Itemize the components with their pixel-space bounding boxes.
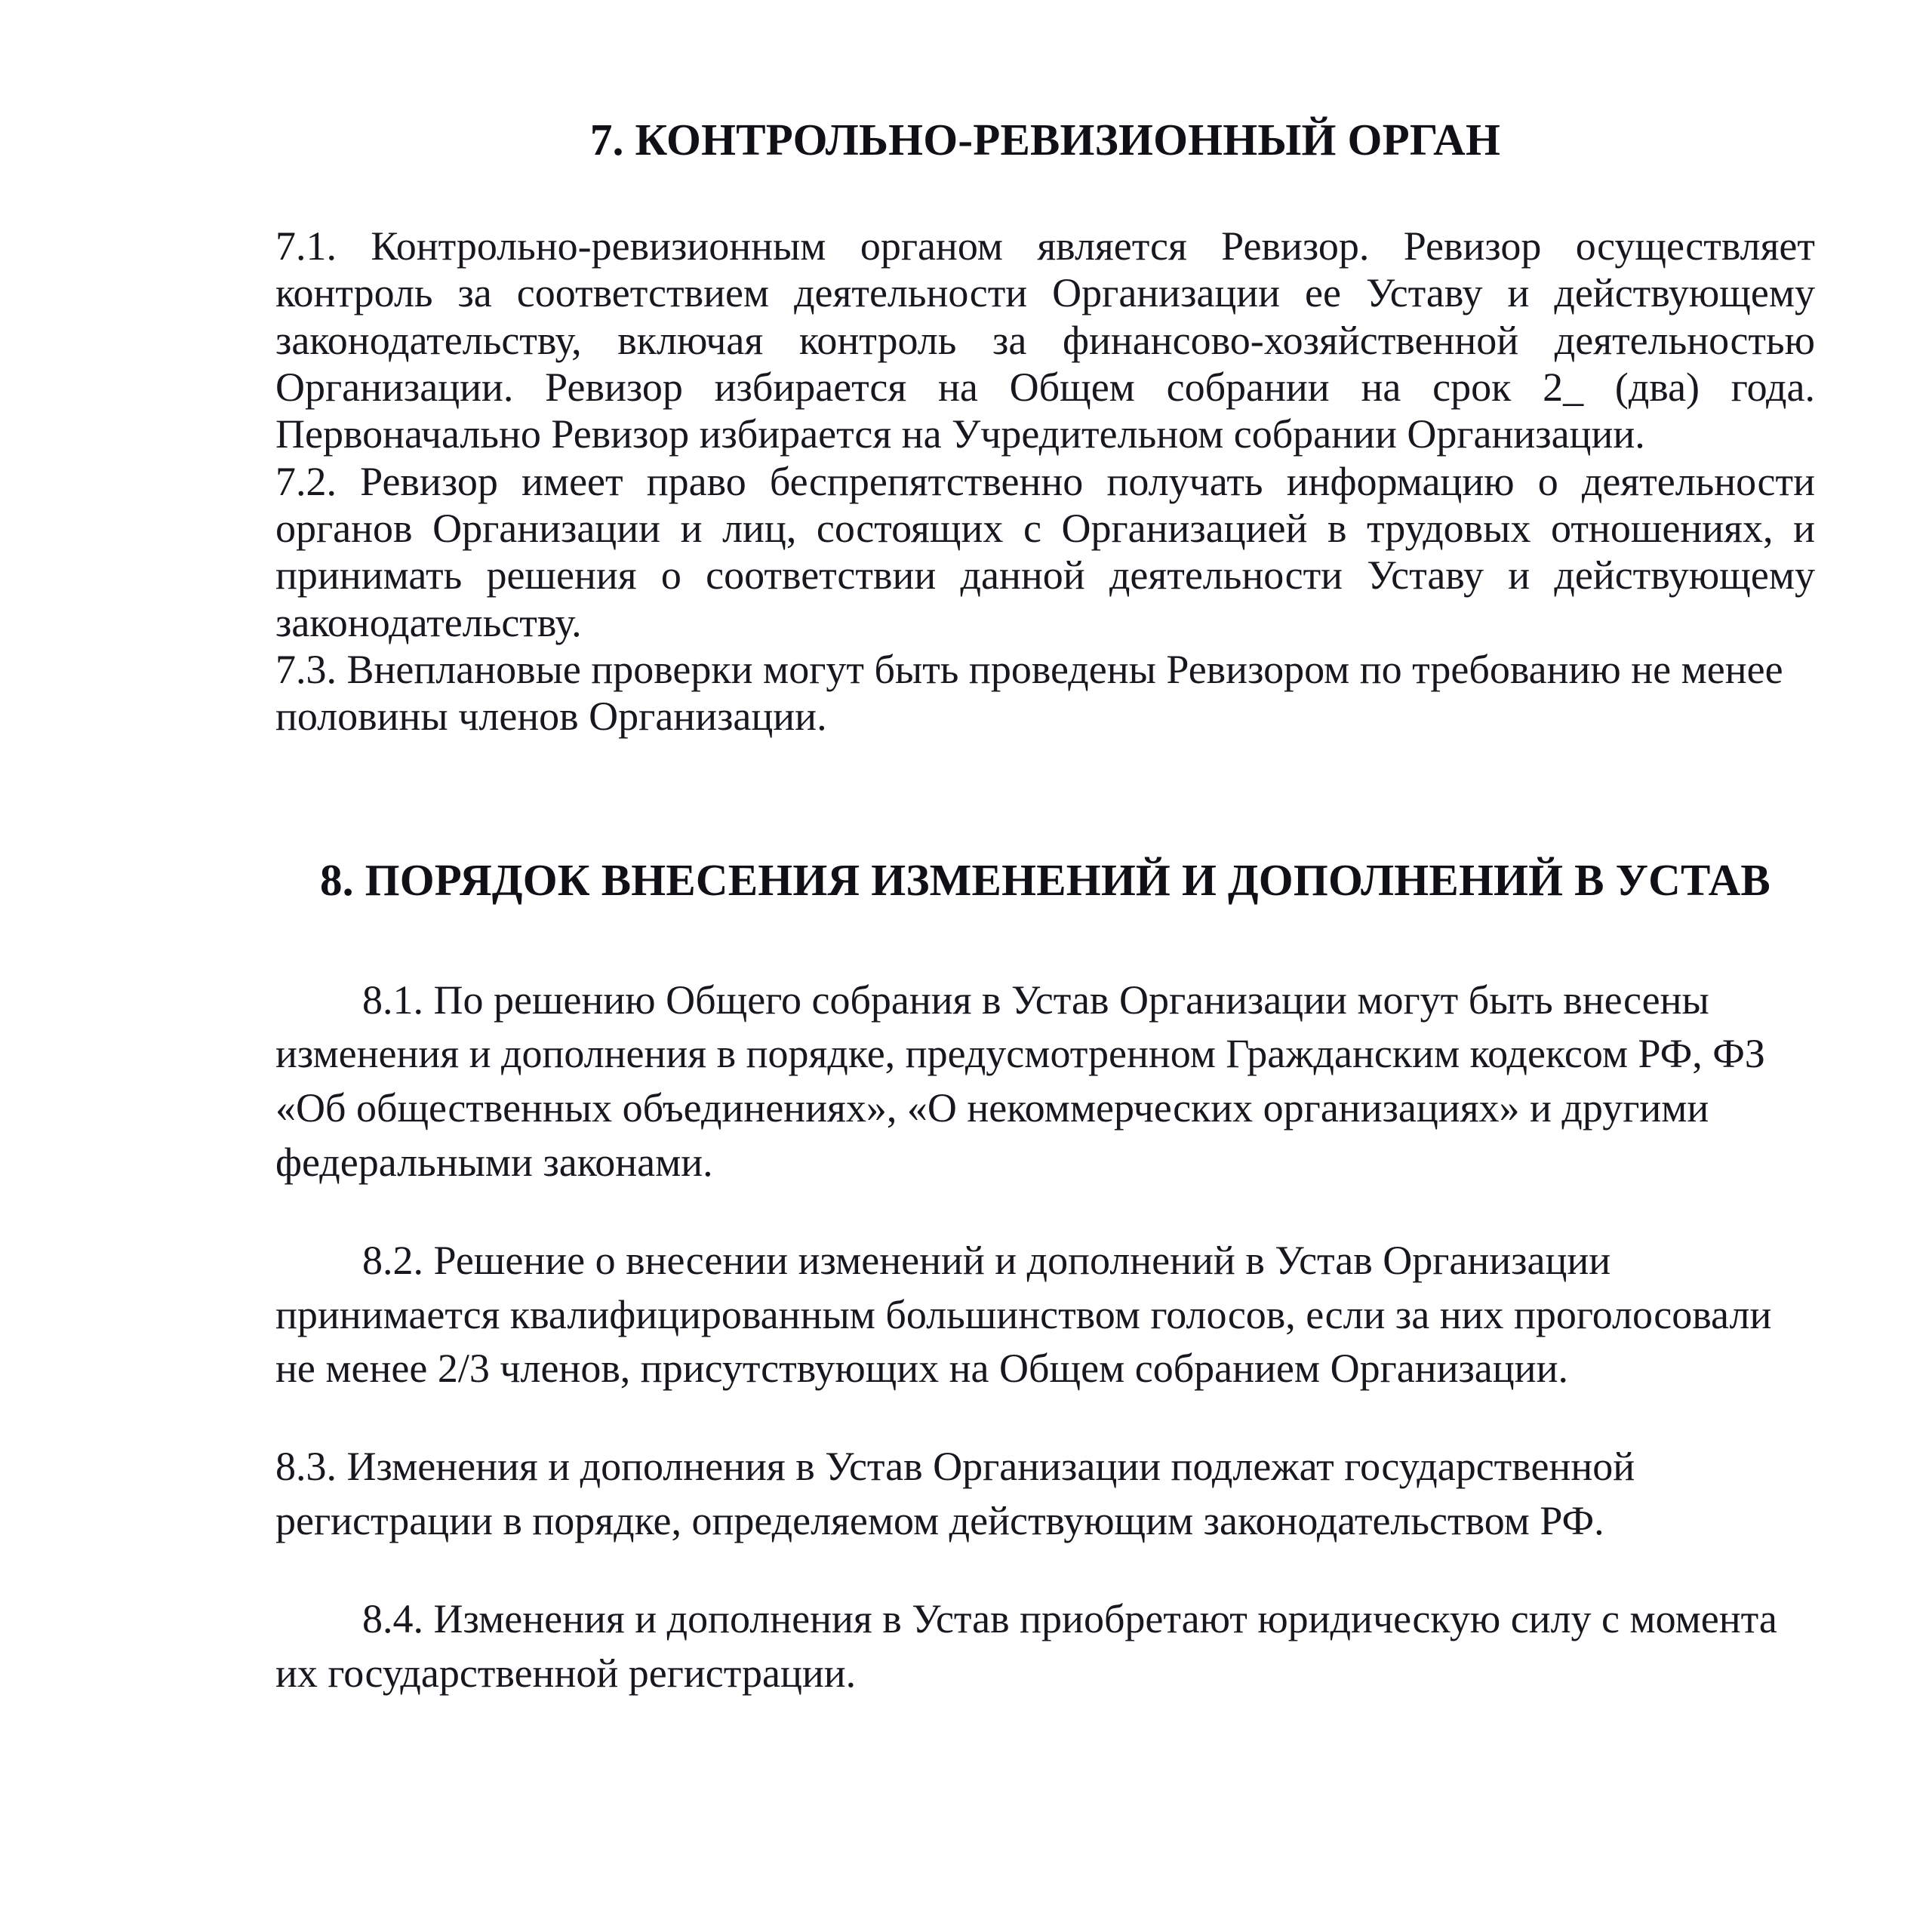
paragraph-8-3: 8.3. Изменения и дополнения в Устав Организации подлежат государственной регистрации в порядке, определяемом действующим законодательством РФ. [275, 1444, 1635, 1544]
paragraph-7-2: 7.2. Ревизор имеет право беспрепятственно получать информацию о деятельности органов Организации и лиц, состоящих с Организацией в трудовых отношениях, и принимать решения о соответствии данной деятельности Уставу и действующему законодательству. [275, 458, 1815, 645]
paragraph-8-2: 8.2. Решение о внесении изменений и дополнений в Устав Организации принимается квалифицированным большинством голосов, если за них проголосовали не менее 2/3 членов, присутствующих на Общем собранием Организации. [275, 1237, 1772, 1392]
paragraph-8-1: 8.1. По решению Общего собрания в Устав Организации могут быть внесены изменения и дополнения в порядке, предусмотренном Гражданским кодексом РФ, ФЗ «Об общественных объединениях», «О некоммерческих организациях» и другими федеральными законами. [275, 977, 1765, 1185]
document-content [275, 0, 1815, 1744]
paragraph-8-4: 8.4. Изменения и дополнения в Устав приобретают юридическую силу с момента их государственной регистрации. [275, 1595, 1777, 1696]
section-7-heading: 7. КОНТРОЛЬНО-РЕВИЗИОННЫЙ ОРГАН [589, 115, 1501, 165]
paragraph-7-1: 7.1. Контрольно-ревизионным органом является Ревизор. Ревизор осуществляет контроль за соответствием деятельности Организации ее Уставу и действующему законодательству, включая контроль за финансово-хозяйственной деятельностью Организации. Ревизор избирается на Общем собрании на срок 2_ (два) года. Первоначально Ревизор избирается на Учредительном собрании Организации. [275, 223, 1815, 457]
section-8-heading: 8. ПОРЯДОК ВНЕСЕНИЯ ИЗМЕНЕНИЙ И ДОПОЛНЕНИЙ В УСТАВ [320, 854, 1770, 905]
paragraph-7-3: 7.3. Внеплановые проверки могут быть проведены Ревизором по требованию не менее половины членов Организации. [275, 647, 1783, 740]
